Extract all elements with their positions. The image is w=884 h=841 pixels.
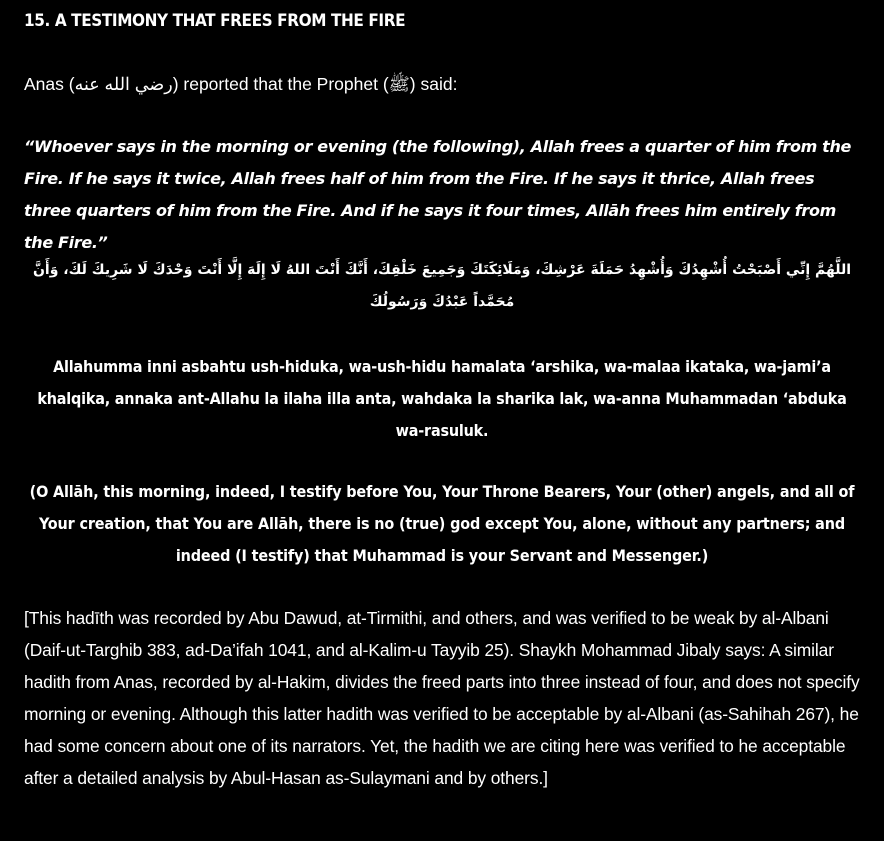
transliteration-text: Allahumma inni asbahtu ush-hiduka, wa-ush-hidu hamalata ‘arshika, wa-malaa ikataka, wa-jami’a khalqika, annaka ant-Allahu la ilaha illa anta, wahdaka la sharika lak, wa-anna Muhammadan ‘abduka wa-rasuluk. xyxy=(37,357,847,440)
section-title: 15. A TESTIMONY THAT FREES FROM THE FIRE xyxy=(24,11,406,31)
translation-text: (O Allāh, this morning, indeed, I testify before You, Your Throne Bearers, Your (other) angels, and all of Your creation, that You are Allāh, there is no (true) god except You, alone, without any partners; and indeed (I testify) that Muhammad is your Servant and Messenger.) xyxy=(29,482,855,565)
intro-text: Anas (رضي الله عنه) reported that the Prophet (ﷺ) said: xyxy=(24,74,458,94)
arabic-supplication: اللَّهُمَّ إِنِّي أَصْبَحْتُ أُشْهِدُكَ وَأُشْهِدُ حَمَلَةَ عَرْشِكَ، وَمَلَائِكَتَكَ وَجَمِيعَ خَلْقِكَ، أَنَّكَ أَنْتَ اللهُ لَا إِلَهَ إِلَّا أَنْتَ وَحْدَكَ لَا شَرِيكَ لَكَ، وَأَنَّ مُحَمَّداً عَبْدُكَ وَرَسُولُكَ xyxy=(32,262,852,310)
hadith-quote: “Whoever says in the morning or evening (the following), Allah frees a quarter of him from the Fire. If he says it twice, Allah frees half of him from the Fire. If he says it thrice, Allah frees three quarters of him from the Fire. And if he says it four times, Allāh frees him entirely from the Fire.” xyxy=(24,137,851,252)
hadith-grading-note: [This hadīth was recorded by Abu Dawud, at-Tirmithi, and others, and was verified to be weak by al-Albani (Daif-ut-Targhib 383, ad-Da’ifah 1041, and al-Kalim-u Tayyib 25). Shaykh Mohammad Jibaly says: A similar hadith from Anas, recorded by al-Hakim, divides the freed parts into three instead of four, and does not specify morning or evening. Although this latter hadith was verified to be acceptable by al-Albani (as-Sahihah 267), he had some concern about one of its narrators. Yet, the hadith we are citing here was verified to he acceptable after a detailed analysis by Abul-Hasan as-Sulaymani and by others.] xyxy=(24,608,860,788)
